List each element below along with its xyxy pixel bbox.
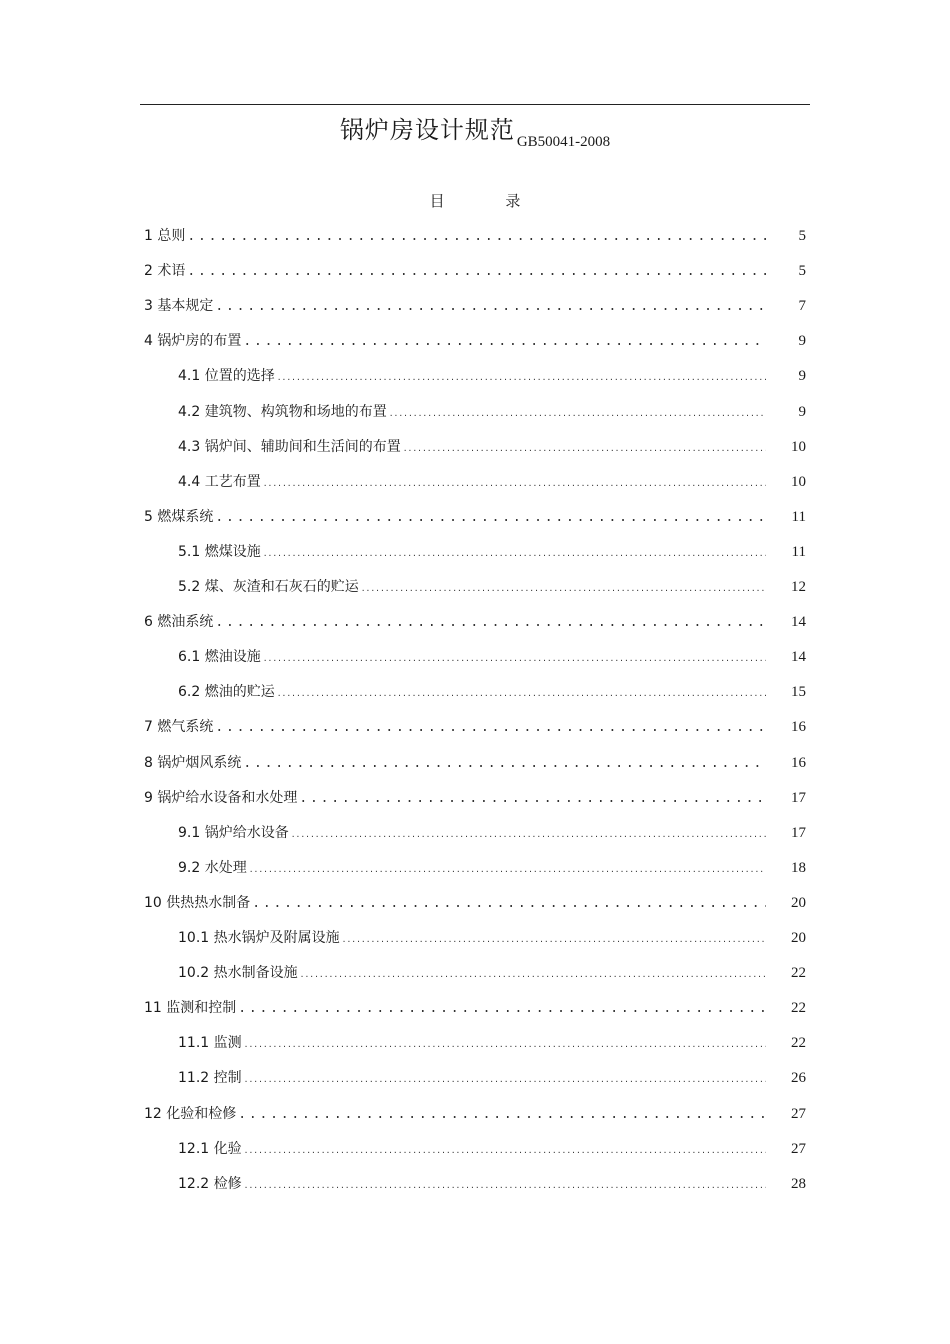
toc-subsection-entry[interactable] (178, 822, 806, 846)
toc-section-entry[interactable] (144, 752, 806, 776)
toc-entry-label: 9.1 锅炉给水设备 (178, 825, 289, 841)
toc-heading: 目 录 (429, 192, 549, 210)
toc-dot-leader (238, 1001, 766, 1016)
toc-entry-label: 10.2 热水制备设施 (178, 965, 298, 981)
toc-entry-label: 4.1 位置的选择 (178, 368, 275, 384)
toc-entry-label: 2 术语 (144, 263, 186, 279)
toc-dot-leader (249, 865, 766, 874)
toc-page-number: 11 (791, 544, 806, 560)
toc-page-number: 17 (791, 825, 806, 841)
toc-page-number: 22 (791, 1035, 806, 1051)
toc-entry-label: 1 总则 (144, 228, 186, 244)
toc-entry-label: 9.2 水处理 (178, 860, 247, 876)
toc-page-number: 22 (791, 965, 806, 981)
toc-page-number: 20 (791, 895, 806, 911)
toc-section-entry[interactable] (144, 997, 806, 1021)
toc-entry-label: 5.2 煤、灰渣和石灰石的贮运 (178, 579, 359, 595)
toc-subsection-entry[interactable] (178, 1032, 806, 1056)
toc-page-number: 16 (791, 755, 806, 771)
toc-entry-label: 12.2 检修 (178, 1176, 242, 1192)
toc-subsection-entry[interactable] (178, 646, 806, 670)
toc-section-entry[interactable] (144, 295, 806, 319)
toc-dot-leader (277, 373, 766, 382)
toc-dot-leader (244, 1181, 766, 1190)
toc-page-number: 9 (798, 404, 806, 420)
toc-subsection-entry[interactable] (178, 576, 806, 600)
toc-entry-label: 4 锅炉房的布置 (144, 333, 242, 349)
toc-page-number: 7 (798, 298, 806, 314)
toc-dot-leader (389, 409, 766, 418)
toc-subsection-entry[interactable] (178, 471, 806, 495)
toc-entry-label: 6.2 燃油的贮运 (178, 684, 275, 700)
toc-page-number: 14 (791, 614, 806, 630)
toc-dot-leader (300, 970, 766, 979)
toc-dot-leader (277, 689, 766, 698)
toc-page-number: 12 (791, 579, 806, 595)
toc-dot-leader (215, 615, 766, 630)
toc-dot-leader (187, 229, 766, 244)
toc-dot-leader (361, 584, 766, 593)
toc-entry-label: 4.2 建筑物、构筑物和场地的布置 (178, 404, 387, 420)
toc-entry-label: 6 燃油系统 (144, 614, 214, 630)
toc-entry-label: 12 化验和检修 (144, 1106, 237, 1122)
toc-dot-leader (263, 654, 766, 663)
document-title (0, 110, 950, 151)
toc-section-entry[interactable] (144, 787, 806, 811)
toc-dot-leader (215, 299, 766, 314)
toc-page-number: 9 (798, 368, 806, 384)
toc-page-number: 14 (791, 649, 806, 665)
header-rule (140, 104, 810, 105)
toc-page-number: 5 (798, 228, 806, 244)
toc-subsection-entry[interactable] (178, 1067, 806, 1091)
toc-section-entry[interactable] (144, 1103, 806, 1127)
toc-entry-label: 4.4 工艺布置 (178, 474, 261, 490)
toc-subsection-entry[interactable] (178, 681, 806, 705)
toc-page-number: 26 (791, 1070, 806, 1086)
toc-dot-leader (243, 756, 766, 771)
toc-entry-label: 9 锅炉给水设备和水处理 (144, 790, 298, 806)
toc-page-number: 10 (791, 474, 806, 490)
toc-dot-leader (244, 1075, 766, 1084)
toc-entry-label: 11 监测和控制 (144, 1000, 237, 1016)
title-text: 锅炉房设计规范 (339, 116, 515, 144)
toc-page-number: 5 (798, 263, 806, 279)
toc-subsection-entry[interactable] (178, 962, 806, 986)
toc-section-entry[interactable] (144, 225, 806, 249)
toc-page-number: 16 (791, 719, 806, 735)
toc-section-entry[interactable] (144, 260, 806, 284)
toc-dot-leader (238, 1107, 766, 1122)
toc-dot-leader (299, 791, 766, 806)
toc-dot-leader (215, 510, 766, 525)
toc-section-entry[interactable] (144, 330, 806, 354)
toc-subsection-entry[interactable] (178, 436, 806, 460)
toc-dot-leader (263, 549, 766, 558)
toc-entry-label: 3 基本规定 (144, 298, 214, 314)
toc-entry-label: 12.1 化验 (178, 1141, 242, 1157)
toc-page-number: 20 (791, 930, 806, 946)
toc-page-number: 9 (798, 333, 806, 349)
toc-dot-leader (263, 479, 766, 488)
toc-subsection-entry[interactable] (178, 1138, 806, 1162)
toc-dot-leader (187, 264, 766, 279)
toc-entry-label: 8 锅炉烟风系统 (144, 755, 242, 771)
toc-section-entry[interactable] (144, 506, 806, 530)
toc-section-entry[interactable] (144, 611, 806, 635)
toc-page-number: 15 (791, 684, 806, 700)
toc-page-number: 22 (791, 1000, 806, 1016)
toc-dot-leader (244, 1040, 766, 1049)
toc-page-number: 27 (791, 1106, 806, 1122)
toc-subsection-entry[interactable] (178, 541, 806, 565)
standard-code: GB50041-2008 (516, 134, 611, 150)
toc-entry-label: 5.1 燃煤设施 (178, 544, 261, 560)
toc-entry-label: 10.1 热水锅炉及附属设施 (178, 930, 340, 946)
toc-page-number: 17 (791, 790, 806, 806)
toc-dot-leader (252, 896, 766, 911)
toc-entry-label: 4.3 锅炉间、辅助间和生活间的布置 (178, 439, 401, 455)
toc-entry-label: 10 供热热水制备 (144, 895, 251, 911)
toc-dot-leader (243, 334, 766, 349)
toc-subsection-entry[interactable] (178, 401, 806, 425)
toc-dot-leader (291, 830, 766, 839)
toc-section-entry[interactable] (144, 892, 806, 916)
toc-dot-leader (403, 444, 766, 453)
toc-page-number: 28 (791, 1176, 806, 1192)
toc-dot-leader (244, 1146, 766, 1155)
toc-entry-label: 11.2 控制 (178, 1070, 242, 1086)
toc-page-number: 10 (791, 439, 806, 455)
toc-entry-label: 5 燃煤系统 (144, 509, 214, 525)
toc-subsection-entry[interactable] (178, 1173, 806, 1197)
toc-dot-leader (215, 720, 766, 735)
toc-entry-label: 11.1 监测 (178, 1035, 242, 1051)
toc-entry-label: 7 燃气系统 (144, 719, 214, 735)
toc-subsection-entry[interactable] (178, 365, 806, 389)
toc-page-number: 18 (791, 860, 806, 876)
toc-subsection-entry[interactable] (178, 927, 806, 951)
toc-entry-label: 6.1 燃油设施 (178, 649, 261, 665)
toc-subsection-entry[interactable] (178, 857, 806, 881)
toc-dot-leader (342, 935, 766, 944)
toc-page-number: 27 (791, 1141, 806, 1157)
toc-section-entry[interactable] (144, 716, 806, 740)
toc-page-number: 11 (791, 509, 806, 525)
